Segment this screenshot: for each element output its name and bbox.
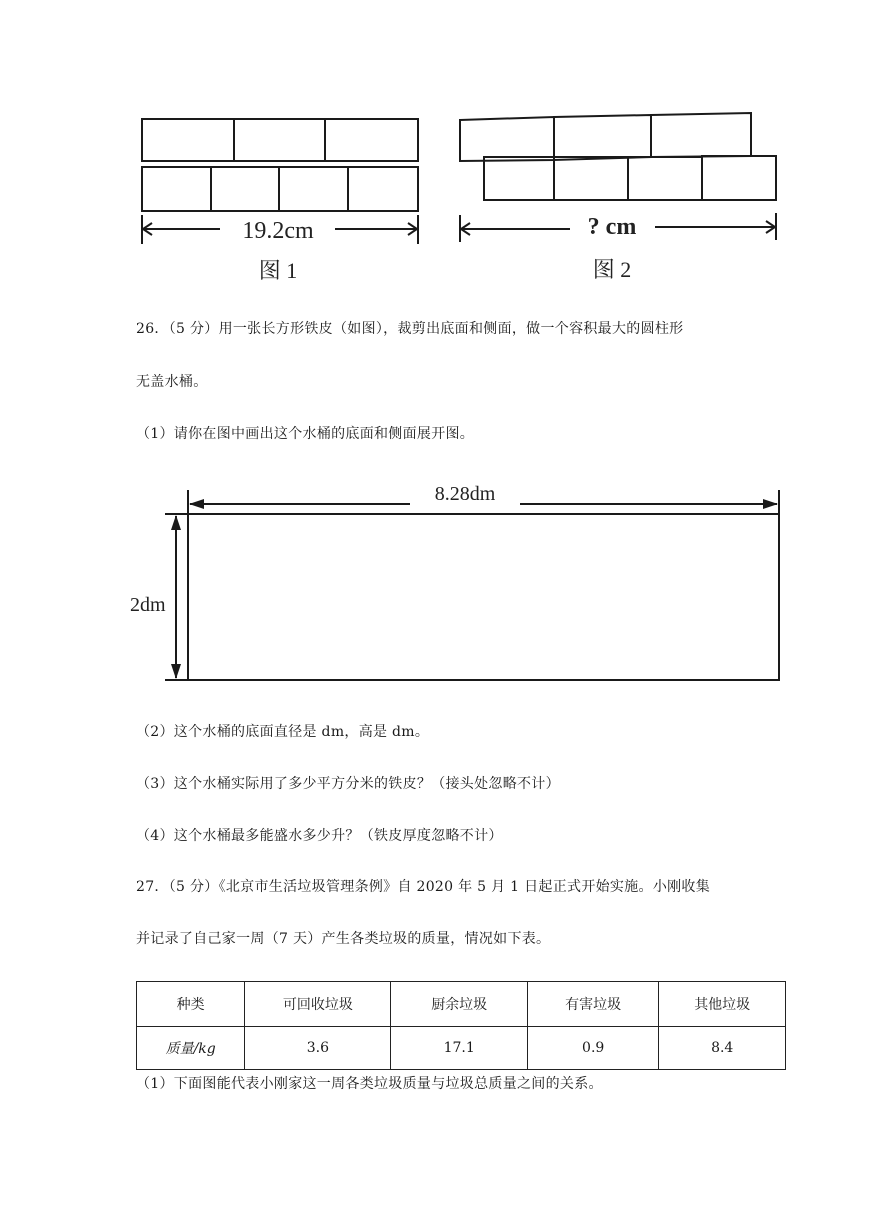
table-header-cell: 其他垃圾 xyxy=(659,982,786,1027)
sheet-height-label: 2dm xyxy=(130,594,166,616)
table-cell: 8.4 xyxy=(659,1027,786,1070)
q26-part-4: （4）这个水桶最多能盛水多少升？（铁皮厚度忽略不计） xyxy=(136,828,503,844)
table-header-cell: 厨余垃圾 xyxy=(391,982,528,1027)
table-cell: 17.1 xyxy=(391,1027,528,1070)
q26-stem-line-1: 26．（5 分）用一张长方形铁皮（如图），裁剪出底面和侧面，做一个容积最大的圆柱形 xyxy=(136,321,684,337)
iron-sheet-diagram xyxy=(120,470,800,695)
sheet-width-label: 8.28dm xyxy=(434,483,496,505)
table-header-cell: 有害垃圾 xyxy=(527,982,658,1027)
brick-figures xyxy=(0,0,869,300)
figure-2-caption: 图 2 xyxy=(592,257,632,282)
q27-stem-line-1: 27．（5 分）《北京市生活垃圾管理条例》自 2020 年 5 月 1 日起正式开始实施。小刚收集 xyxy=(136,879,711,895)
table-header-cell: 种类 xyxy=(137,982,245,1027)
q27-stem-line-2: 并记录了自己家一周（7 天）产生各类垃圾的质量，情况如下表。 xyxy=(136,931,551,947)
figure-2-dimension: ? cm xyxy=(587,214,637,240)
q26-part-1: （1）请你在图中画出这个水桶的底面和侧面展开图。 xyxy=(136,426,475,442)
q26-part-2: （2）这个水桶的底面直径是 dm，高是 dm。 xyxy=(136,724,430,740)
table-cell: 0.9 xyxy=(527,1027,658,1070)
figure-1-caption: 图 1 xyxy=(258,258,298,283)
q26-stem-line-2: 无盖水桶。 xyxy=(136,374,208,390)
waste-mass-table xyxy=(136,981,786,1070)
table-cell: 3.6 xyxy=(245,1027,391,1070)
table-row xyxy=(137,1027,786,1070)
table-header-row xyxy=(137,982,786,1027)
table-cell-label: 质量/kg xyxy=(137,1027,245,1070)
table-header-cell: 可回收垃圾 xyxy=(245,982,391,1027)
figure-1-dimension: 19.2cm xyxy=(242,218,314,244)
q26-part-3: （3）这个水桶实际用了多少平方分米的铁皮？（接头处忽略不计） xyxy=(136,776,560,792)
q27-part-1: （1）下面图能代表小刚家这一周各类垃圾质量与垃圾总质量之间的关系。 xyxy=(136,1076,603,1092)
